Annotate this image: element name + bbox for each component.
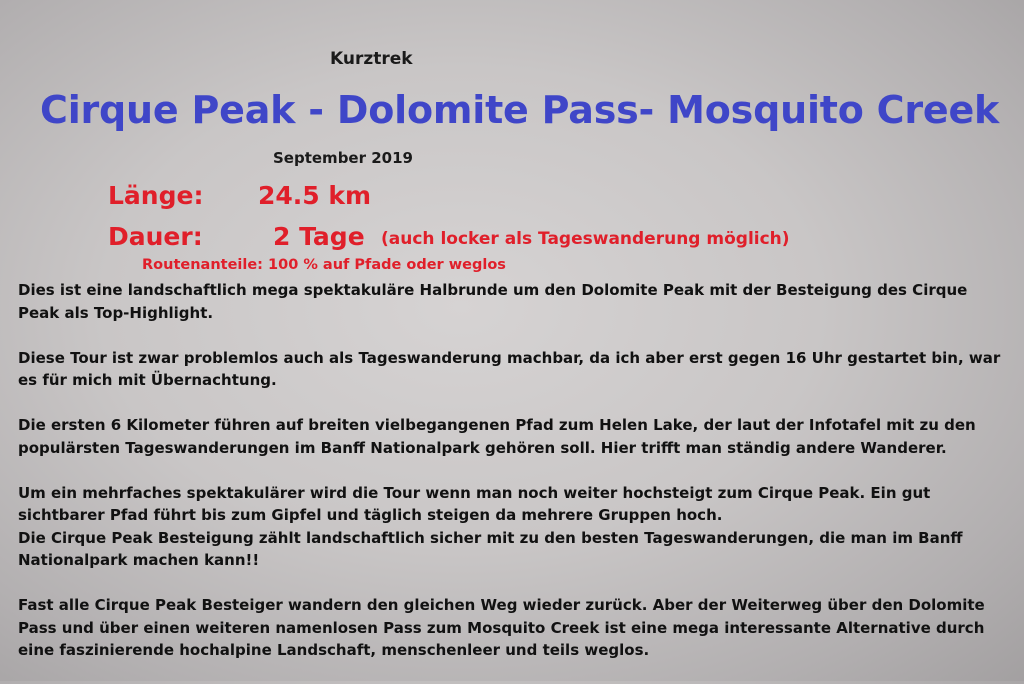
route-share: Routenanteile: 100 % auf Pfade oder weglos <box>142 257 506 273</box>
paragraph-overnight: Diese Tour ist zwar problemlos auch als Tageswanderung machbar, da ich aber erst gegen 16 Uhr gestartet bin, war es für mich mit Übernachtung. <box>18 348 1001 389</box>
paragraph-intro: Dies ist eine landschaftlich mega spektakuläre Halbrunde um den Dolomite Peak mit der Besteigung des Cirque Peak als Top-Highlight. <box>18 281 968 322</box>
duration-value: 2 Tage <box>273 222 365 251</box>
paragraph-alternative: Fast alle Cirque Peak Besteiger wandern den gleichen Weg wieder zurück. Aber der Weiterweg über den Dolomite Pass und über einen weiteren namenlosen Pass zum Mosquito Creek ist eine mega interessante Alternative durch eine faszinierende hochalpine Landschaft, menschenleer und teils weglos. <box>18 596 985 659</box>
description-body <box>18 279 1008 684</box>
length-label: Länge: <box>108 181 204 210</box>
page-title: Cirque Peak - Dolomite Pass- Mosquito Creek <box>40 88 1000 132</box>
duration-label: Dauer: <box>108 222 203 251</box>
paragraph-best-hikes: Die Cirque Peak Besteigung zählt landschaftlich sicher mit zu den besten Tageswanderungen, die man im Banff Nationalpark machen kann!! <box>18 528 963 569</box>
category-label: Kurztrek <box>330 49 413 69</box>
paragraph-helen-lake: Die ersten 6 Kilometer führen auf breiten vielbegangenen Pfad zum Helen Lake, der laut der Infotafel mit zu den populärsten Tageswanderungen im Banff Nationalpark gehören soll. Hier trifft man ständig andere Wanderer. <box>18 416 976 457</box>
paragraph-cirque-ascent: Um ein mehrfaches spektakulärer wird die Tour wenn man noch weiter hochsteigt zum Cirque Peak. Ein gut sichtbarer Pfad führt bis zum Gipfel und täglich steigen da mehrere Gruppen hoch. <box>18 483 931 524</box>
duration-note: (auch locker als Tageswanderung möglich) <box>381 229 790 249</box>
length-value: 24.5 km <box>258 181 372 210</box>
trip-date: September 2019 <box>273 149 413 167</box>
